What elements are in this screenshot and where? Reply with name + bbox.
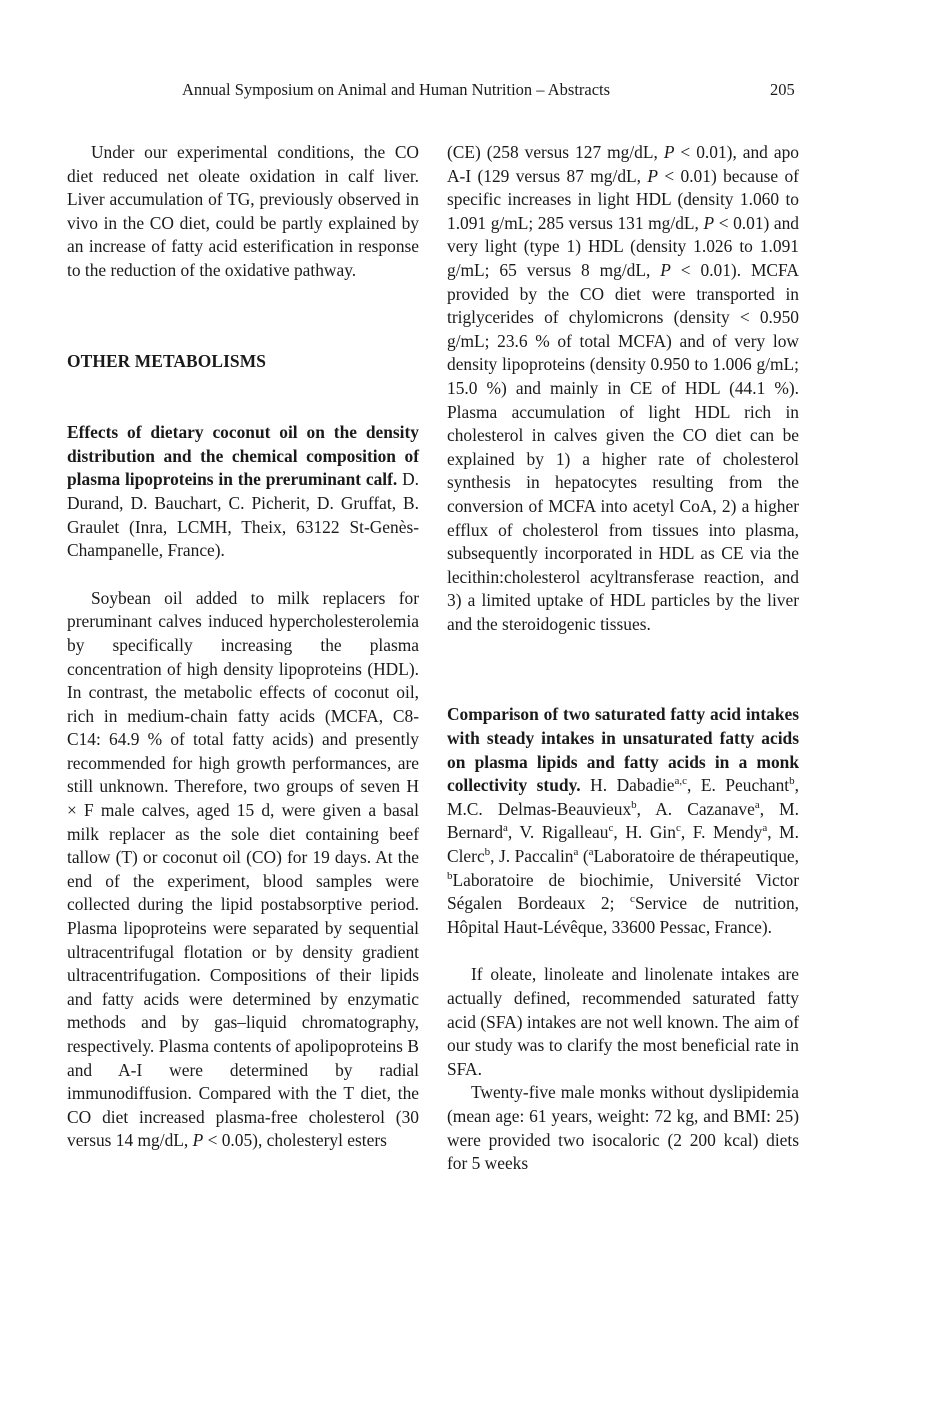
p-value-label: P	[660, 259, 671, 280]
author-text: , F. Mendy	[680, 822, 763, 843]
affiliation-marker: b	[447, 869, 453, 882]
p-value-label: P	[663, 142, 675, 162]
author-text: (	[578, 846, 589, 867]
journal-title: Annual Symposium on Animal and Human Nutrition – Abstracts	[182, 80, 611, 99]
continuation-text: (CE) (258 versus 127 mg/dL,	[447, 142, 658, 162]
author-text: Laboratoire de biochimie, Université Victor Ségalen Bordeaux 2;	[447, 869, 799, 914]
affiliation-marker: b	[631, 799, 637, 812]
p-value-label: P	[192, 1130, 204, 1151]
author-text: , M. Clerc	[447, 822, 799, 867]
affiliation-marker: b	[789, 775, 795, 788]
author-text: , H. Gin	[613, 822, 676, 843]
affiliation-marker: a	[588, 846, 594, 859]
continuation-text: < 0.01) because of specific increases in light HDL (density 1.060 to 1.091 g/mL; 285 versus 131 mg/dL,	[447, 165, 799, 233]
section-heading: OTHER METABOLISMS	[67, 350, 266, 371]
affiliation-marker: b	[484, 846, 491, 859]
affiliation-marker: c	[630, 893, 635, 906]
left-column	[67, 141, 419, 1153]
abstract-2-authors	[447, 775, 799, 937]
author-text: , M.C. Delmas-Beauvieux	[447, 775, 799, 819]
affiliation-marker: a	[503, 822, 508, 835]
author-text: , J. Paccalin	[490, 846, 574, 867]
running-head	[0, 80, 930, 102]
affiliation-marker: a	[573, 846, 579, 859]
right-column	[447, 141, 799, 1176]
intro-paragraph: Under our experimental conditions, the CO diet reduced net oleate oxidation in calf liver. Liver accumulation of TG, previously observed in vivo in the CO diet, could be partly explained by an increase of fatty acid esterification in response to the reduction of the oxidative pathway.	[67, 142, 419, 280]
continuation-text: < 0.01). MCFA provided by the CO diet were transported in triglycerides of chylomicrons (density < 0.950 g/mL; 23.6 % of total MCFA) and of very low density lipoproteins (density 0.950 to 1.006 g/mL; 15.0 %) and mainly in CE of HDL (44.1 %). Plasma accumulation of light HDL rich in cholesterol in calves given the CO diet can be explained by 1) a higher rate of cholesterol synthesis in hepatocytes resulting from the conversion of MCFA into acetyl CoA, 2) a higher efflux of cholesterol from tissues into plasma, subsequently incorporated in HDL as CE via the lecithin:cholesterol acyltransferase reaction, and 3) a limited uptake of HDL particles by the liver and the steroidogenic tissues.	[447, 259, 799, 634]
page-number: 205	[770, 80, 795, 99]
author-text: H. Dabadie	[580, 775, 675, 796]
abstract-1-header	[67, 421, 419, 563]
abstract-1-body-end: < 0.05), cholesteryl esters	[203, 1130, 387, 1151]
abstract-1-body	[67, 587, 419, 1153]
author-text: , A. Cazanave	[636, 798, 755, 819]
affiliation-marker: c	[608, 822, 614, 835]
author-text: , E. Peuchant	[687, 775, 790, 796]
abstract-1-body-text: Soybean oil added to milk replacers for preruminant calves induced hypercholesterolemia by specifically increasing the plasma concentration of high density lipoproteins (HDL). In contrast, the metabolic effects of coconut oil, rich in medium-chain fatty acids (MCFA, C8-C14: 64.9 % of total fatty acids) and presently recommended for high growth performances, are still unknown. Therefore, two groups of seven H × F male calves, aged 15 d, were given a basal milk replacer as the sole diet containing beef tallow (T) or coconut oil (CO) for 19 days. At the end of the experiment, blood samples were collected during the lipid postabsorptive period. Plasma lipoproteins were separated by sequential ultracentrifugal flotation or by density gradient ultracentrifugation. Compositions of their lipids and fatty acids were determined by enzymatic methods and by gas–liquid chromatography, respectively. Plasma contents of apolipoproteins B and A-I were determined by radial immunodiffusion. Compared with the T diet, the CO diet increased plasma-free cholesterol (30 versus 14 mg/dL,	[67, 587, 419, 1151]
p-value-label: P	[647, 165, 658, 186]
author-text: Service de nutrition, Hôpital Haut-Lévêque, 33600 Pessac, France).	[447, 893, 799, 937]
continuation-text: < 0.01) and very light (type 1) HDL (density 1.026 to 1.091 g/mL; 65 versus 8 mg/dL,	[447, 212, 799, 280]
abstract-2-header	[447, 703, 799, 939]
author-text: , V. Rigalleau	[507, 822, 609, 843]
abstract-1-authors: D. Durand, D. Bauchart, C. Picherit, D. Gruffat, B. Graulet (Inra, LCMH, Theix, 63122 St-Genès-Champanelle, France).	[67, 469, 419, 561]
affiliation-marker: c	[675, 822, 681, 835]
author-text: Laboratoire de thérapeutique,	[593, 846, 799, 867]
affiliation-marker: a,c	[674, 775, 688, 788]
abstract-1-title: Effects of dietary coconut oil on the density distribution and the chemical composition of plasma lipoproteins in the preruminant calf.	[67, 422, 419, 490]
continuation-text: < 0.01), and apo A-I (129 versus 87 mg/dL,	[447, 142, 799, 186]
abstract-1-continuation	[447, 141, 799, 636]
affiliation-marker: a	[762, 822, 768, 835]
abstract-2-title: Comparison of two saturated fatty acid intakes with steady intakes in unsaturated fatty acids on plasma lipids and fatty acids in a monk collectivity study.	[447, 704, 799, 796]
abstract-2-paragraph-2: Twenty-five male monks without dyslipidemia (mean age: 61 years, weight: 72 kg, and BMI: 25) were provided two isocaloric (2 200 kcal) diets for 5 weeks	[447, 1082, 799, 1174]
affiliation-marker: a	[754, 799, 760, 812]
abstract-2-paragraph-1: If oleate, linoleate and linolenate intakes are actually defined, recommended saturated fatty acid (SFA) intakes are not well known. The aim of our study was to clarify the most beneficial rate in SFA.	[447, 964, 799, 1079]
author-text: , M. Bernard	[447, 798, 799, 843]
p-value-label: P	[703, 212, 715, 233]
